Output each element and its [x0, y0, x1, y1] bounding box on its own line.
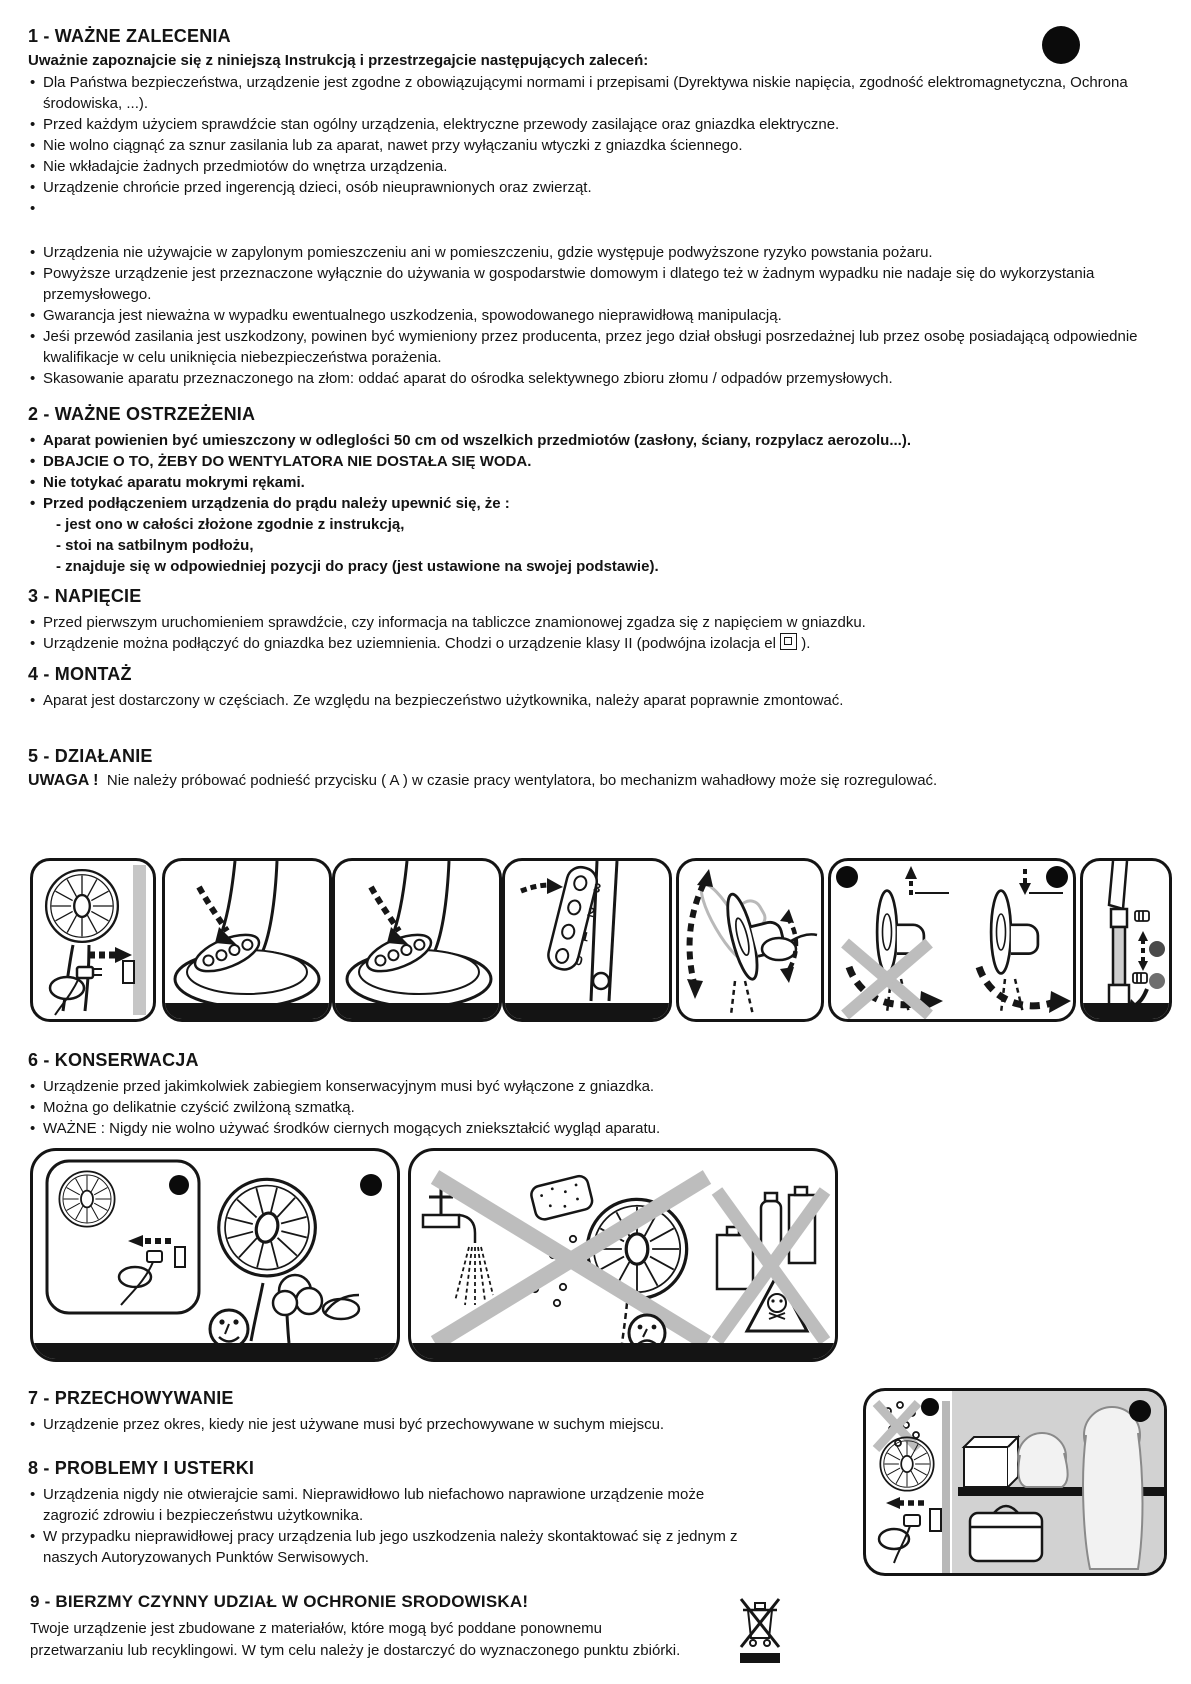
panel-shadow-band [411, 1343, 835, 1359]
bullet-item [28, 633, 1158, 654]
section-body: Twoje urządzenie jest zbudowane z materiałów, które mogą być poddane ponownemu przetwarzaniu lub recyklingowi. W tym celu należy je dostarczyć do wyznaczonego punktu zbiórki. [30, 1620, 681, 1659]
pole-adjust-illustration [1083, 861, 1169, 1019]
fan-base-illustration [335, 861, 499, 1019]
bullet-item: • DBAJCIE O TO, ŻEBY DO WENTYLATORA NIE DOSTAŁA SIĘ WODA. [28, 451, 1158, 472]
covered-pedestal-fan-icon [1083, 1407, 1142, 1569]
bullet-item: • Urządzenia nie używajcie w zapylonym pomieszczeniu ani w pomieszczeniu, gdzie występuje podwyższone ryzyko powstania pożaru. [28, 242, 1168, 263]
section-storage [28, 1388, 728, 1435]
section-environment [30, 1592, 790, 1662]
class-2-insulation-icon [780, 633, 797, 650]
panel-rotate-forbidden [828, 858, 1076, 1022]
storage-illustration-panel [863, 1388, 1167, 1576]
bullet-item: • WAŻNE : Nigdy nie wolno używać środków ciernych mogących zniekształcić wygląd aparatu. [28, 1118, 1158, 1139]
section-title: 7 - PRZECHOWYWANIE [28, 1388, 234, 1408]
panel-base-buttons-2 [332, 858, 502, 1022]
sub-item: - stoi na satbilnym podłożu, [56, 537, 254, 554]
fan-base-illustration [165, 861, 329, 1019]
speed-switch-illustration [505, 861, 669, 1019]
bullet-item: • Dla Państwa bezpieczeństwa, urządzenie jest zgodne z obowiązującymi normami i przepisami (Dyrektywa niskie napięcia, zgodność elektromagnetyczna, Ochrona środowiska, ...). [28, 72, 1168, 114]
section-troubleshooting [28, 1458, 763, 1568]
bullet-item: • Nie totykać aparatu mokrymi rękami. [28, 472, 1158, 493]
bullet-list [28, 72, 1168, 198]
fan-rotation-illustration [831, 861, 1073, 1019]
covered-fan-icon [1018, 1433, 1068, 1487]
panel-pole-adjust [1080, 858, 1172, 1022]
bullet-item: • Nie wkładajcie żadnych przedmiotów do wnętrza urządzenia. [28, 156, 1168, 177]
bullet-item: • Przed pierwszym uruchomieniem sprawdźcie, czy informacja na tabliczce znamionowej zgadza się z napięciem w gniazdku. [28, 612, 1158, 633]
bullet-item: • Powyższe urządzenie jest przeznaczone wyłącznie do używania w gospodarstwie domowym i dlatego też w żadnym wypadku nie nadaje się do wykorzystania przemysłowego. [28, 263, 1168, 305]
panel-plug-in [30, 858, 156, 1022]
section-warnings [28, 404, 1158, 577]
maintenance-illustration-strip [28, 1148, 1168, 1360]
section-maintenance [28, 1050, 1158, 1139]
section-title: 5 - DZIAŁANIE [28, 746, 153, 766]
bullet-item: • Przed podłączeniem urządzenia do prądu należy upewnić się, że : [28, 493, 1158, 514]
bullet-item: • Aparat jest dostarczony w częściach. Ze względu na bezpieczeństwo użytkownika, należy aparat poprawnie zmontować. [28, 690, 1158, 711]
operation-warning [28, 772, 1168, 790]
bullet-list [28, 1076, 1158, 1139]
panel-shadow-band [1083, 1003, 1169, 1019]
bullet-text: Urządzenie można podłączyć do gniazdka bez uziemnienia. Chodzi o urządzenie klasy II (podwójna izolacja el [43, 635, 776, 652]
panel-clean-ok [30, 1148, 400, 1362]
no-water-no-solvents-illustration [411, 1151, 835, 1359]
section-intro: Uważnie zapoznajcie się z niniejszą Instrukcją i przestrzegajcie następujących zaleceń: [28, 52, 649, 69]
bullet-item: • Urządzenie przez okres, kiedy nie jest używane musi być przechowywane w suchym miejscu. [28, 1414, 728, 1435]
weee-crossed-bin-icon [736, 1586, 784, 1666]
bullet-text: ). [801, 635, 811, 652]
panel-shadow-band [33, 1343, 397, 1359]
section-title: 9 - BIERZMY CZYNNY UDZIAŁ W OCHRONIE SRODOWISKA! [30, 1592, 529, 1611]
bullet-list [28, 242, 1168, 389]
sub-item: - jest ono w całości złożone zgodnie z instrukcją, [56, 516, 405, 533]
section-title: 2 - WAŻNE OSTRZEŻENIA [28, 404, 256, 424]
switch-label-1: 1 [579, 928, 591, 945]
bullet-item: • Urządzenia nigdy nie otwierajcie sami. Nieprawidłowo lub niefachowo naprawione urządzenie może zagrozić zdrowiu i bezpieczeństwu użytkownika. [28, 1484, 763, 1526]
section-title: 4 - MONTAŻ [28, 664, 132, 684]
switch-label-0: 0 [573, 952, 585, 969]
bullet-item: • W przypadku nieprawidłowej pracy urządzenia lub jego uszkodzenia należy skontaktować się z jednym z naszych Autoryzowanych Punktów Serwisowych. [28, 1526, 763, 1568]
fan-cleaning-illustration [33, 1151, 397, 1359]
sub-list [28, 514, 1158, 577]
bullet-list [28, 1484, 763, 1568]
panel-clean-forbidden [408, 1148, 838, 1362]
section-title: 1 - WAŻNE ZALECENIA [28, 26, 231, 46]
section-title: 6 - KONSERWACJA [28, 1050, 199, 1070]
bullet-item: • Urządzenie chrońcie przed ingerencją dzieci, osób nieuprawnionych oraz zwierząt. [28, 177, 1168, 198]
section-title: 3 - NAPIĘCIE [28, 586, 142, 606]
bullet-item: • Nie wolno ciągnąć za sznur zasilania lub za aparat, nawet przy wyłączaniu wtyczki z gniazdka ściennego. [28, 135, 1168, 156]
bullet-item: • Jeśi przewód zasilania jest uszkodzony, powinen być wymieniony przez producenta, przez jego dział obsługi posrzedażnej lub przez osobę posiadającą odpowiednie kwalifikacje w celu uniknięcia niebezpieczeństwa porażenia. [28, 326, 1168, 368]
storage-illustration [866, 1391, 1164, 1573]
bullet-item: • Przed każdym użyciem sprawdźcie stan ogólny urządzenia, elektryczne przewody zasilające oraz gniazdka elektryczne. [28, 114, 1168, 135]
suitcase-icon [970, 1506, 1042, 1561]
bullet-item: • Skasowanie aparatu przeznaczonego na złom: oddać aparat do ośrodka selektywnego zbioru złomu / odpadów przemysłowych. [28, 368, 1168, 389]
panel-speed-switch [502, 858, 672, 1022]
weee-bin-wrap [736, 1586, 784, 1666]
switch-label-3: 3 [591, 879, 603, 897]
bullet-list [28, 430, 1158, 514]
panel-shadow-band [335, 1003, 499, 1019]
section-operation [28, 746, 1168, 790]
warning-label: UWAGA ! [28, 772, 99, 789]
panel-shadow-band [505, 1003, 669, 1019]
bullet-item: • Można go delikatnie czyścić zwilżoną szmatką. [28, 1097, 1158, 1118]
switch-label-2: 2 [585, 904, 597, 921]
operation-illustration-strip [28, 858, 1168, 1020]
bullet-item: • Gwarancja jest nieważna w wypadku ewentualnego uszkodzenia, spowodowanego nieprawidłową manipulacją. [28, 305, 1168, 326]
section-recommendations [28, 26, 1168, 389]
fan-plug-in-illustration [33, 861, 153, 1019]
section-assembly [28, 664, 1158, 711]
sub-item: - znajduje się w odpowiedniej pozycji do pracy (jest ustawione na swojej podstawie). [56, 558, 659, 575]
bullet-list [28, 612, 1158, 654]
panel-tilt-head [676, 858, 824, 1022]
bullet-list [28, 690, 1158, 711]
bullet-item: • Urządzenie przed jakimkolwiek zabiegiem konserwacyjnym musi być wyłączone z gniazdka. [28, 1076, 1158, 1097]
section-title: 8 - PROBLEMY I USTERKI [28, 1458, 255, 1478]
section-voltage [28, 586, 1158, 654]
panel-base-buttons-1 [162, 858, 332, 1022]
fan-tilt-illustration [679, 861, 821, 1019]
bullet-item: • Aparat powienien być umieszczony w odleglości 50 cm od wszelkich przedmiotów (zasłony, ściany, rozpylacz aerozolu...). [28, 430, 1158, 451]
bullet-list [28, 1414, 728, 1435]
warning-text: Nie należy próbować podnieść przycisku ( A ) w czasie pracy wentylatora, bo mechanizm wahadłowy może się rozregulować. [106, 772, 938, 789]
sponge-icon [529, 1174, 594, 1221]
panel-shadow-band [165, 1003, 329, 1019]
